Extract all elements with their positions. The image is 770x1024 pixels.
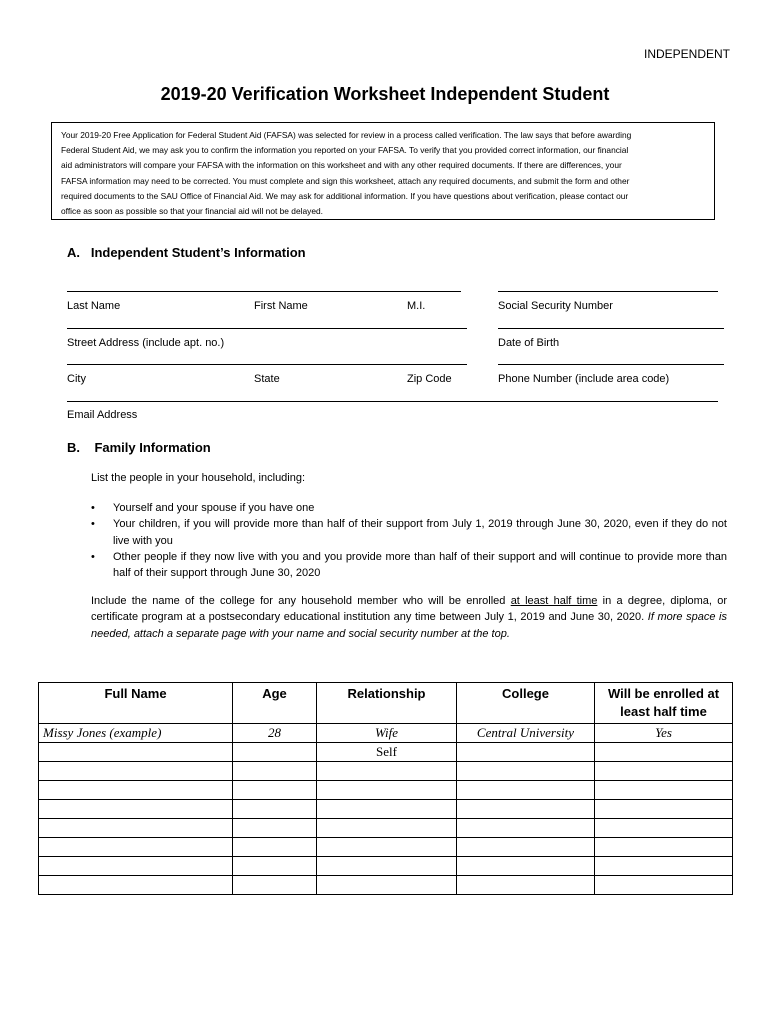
- table-cell-relationship[interactable]: [317, 876, 457, 895]
- table-cell-relationship[interactable]: [317, 781, 457, 800]
- table-cell-college[interactable]: [457, 819, 595, 838]
- phone-fill-line[interactable]: [498, 364, 724, 365]
- table-cell-half-time[interactable]: [595, 876, 733, 895]
- relationship-header: Relationship: [317, 683, 457, 724]
- half-time-emphasis: at least half time: [510, 595, 598, 607]
- table-cell-college[interactable]: [457, 838, 595, 857]
- bullet-text: Other people if they now live with you and you provide more than half of their support and will continue to provide more than half of their support through June 30, 2020: [113, 550, 727, 580]
- table-cell-name[interactable]: Missy Jones (example): [39, 724, 233, 743]
- intro-line: Your 2019-20 Free Application for Federal Student Aid (FAFSA) was selected for review in a process called verification. The law says that before awarding: [61, 130, 632, 140]
- table-cell-age[interactable]: [233, 800, 317, 819]
- table-cell-half-time[interactable]: [595, 743, 733, 762]
- table-cell-college[interactable]: [457, 857, 595, 876]
- table-cell-name[interactable]: [39, 857, 233, 876]
- household-list-intro: List the people in your household, including:: [91, 472, 306, 484]
- table-cell-name[interactable]: [39, 800, 233, 819]
- table-cell-relationship[interactable]: [317, 762, 457, 781]
- mi-label: M.I.: [407, 300, 426, 312]
- section-a-heading: A. Independent Student’s Information: [67, 245, 306, 260]
- document-type-label: INDEPENDENT: [644, 47, 731, 61]
- table-cell-half-time[interactable]: [595, 762, 733, 781]
- table-cell-relationship[interactable]: Wife: [317, 724, 457, 743]
- intro-notice-box: [51, 122, 715, 220]
- table-row: [39, 819, 733, 838]
- table-cell-relationship[interactable]: [317, 838, 457, 857]
- bullet-text: Yourself and your spouse if you have one: [113, 502, 315, 514]
- table-cell-half-time[interactable]: [595, 857, 733, 876]
- table-cell-relationship[interactable]: [317, 800, 457, 819]
- table-cell-name[interactable]: [39, 876, 233, 895]
- table-row: [39, 857, 733, 876]
- table-cell-name[interactable]: [39, 743, 233, 762]
- ssn-fill-line[interactable]: [498, 291, 718, 292]
- table-row: [39, 838, 733, 857]
- email-label: Email Address: [67, 409, 138, 421]
- table-cell-age[interactable]: 28: [233, 724, 317, 743]
- table-cell-college[interactable]: [457, 743, 595, 762]
- table-cell-name[interactable]: [39, 762, 233, 781]
- table-cell-relationship[interactable]: [317, 857, 457, 876]
- college-instructions: [91, 593, 727, 642]
- table-cell-half-time[interactable]: Yes: [595, 724, 733, 743]
- intro-line: Federal Student Aid, we may ask you to confirm the information you reported on your FAFSA. To verify that you provided correct information, our financial: [61, 145, 629, 156]
- bullet-icon: •: [91, 502, 95, 514]
- table-cell-age[interactable]: [233, 819, 317, 838]
- table-cell-age[interactable]: [233, 781, 317, 800]
- page-title: 2019-20 Verification Worksheet Independent Student: [160, 84, 610, 104]
- bullet-icon: •: [91, 550, 95, 563]
- phone-label: Phone Number (include area code): [498, 373, 670, 385]
- city-fill-line[interactable]: [67, 364, 467, 365]
- bullet-text: Your children, if you will provide more than half of their support from July 1, 2019 through June 30, 2020, even if they do not live with you: [113, 518, 727, 547]
- last-name-label: Last Name: [67, 300, 121, 312]
- family-table: [38, 682, 733, 895]
- table-row: [39, 724, 733, 743]
- table-cell-college[interactable]: [457, 800, 595, 819]
- table-cell-age[interactable]: [233, 762, 317, 781]
- state-label: State: [254, 373, 280, 385]
- table-cell-college[interactable]: [457, 876, 595, 895]
- name-fill-line[interactable]: [67, 291, 461, 292]
- table-cell-age[interactable]: [233, 857, 317, 876]
- table-row: [39, 762, 733, 781]
- first-name-label: First Name: [254, 300, 308, 312]
- table-cell-relationship[interactable]: [317, 819, 457, 838]
- college-note-text: Include the name of the college for any household member who will be enrolled: [91, 595, 511, 607]
- table-row: [39, 781, 733, 800]
- household-bullet-list: [91, 500, 727, 581]
- half-time-header: Will be enrolled at least half time: [595, 683, 733, 724]
- intro-line: office as soon as possible so that your financial aid will not be delayed.: [61, 206, 323, 217]
- table-cell-name[interactable]: [39, 819, 233, 838]
- college-header: College: [457, 683, 595, 724]
- dob-label: Date of Birth: [498, 337, 560, 349]
- ssn-label: Social Security Number: [498, 300, 613, 312]
- table-cell-half-time[interactable]: [595, 819, 733, 838]
- table-cell-name[interactable]: [39, 781, 233, 800]
- table-cell-age[interactable]: [233, 838, 317, 857]
- dob-fill-line[interactable]: [498, 328, 724, 329]
- table-cell-college[interactable]: [457, 762, 595, 781]
- street-fill-line[interactable]: [67, 328, 467, 329]
- intro-line: required documents to the SAU Office of Financial Aid. We may ask for additional information. If you have questions about verification, please contact our: [61, 190, 629, 201]
- zip-label: Zip Code: [407, 373, 452, 385]
- extra-space-note: If more space is needed, attach a separate page with your name and social security number at the top.: [91, 611, 727, 640]
- table-cell-half-time[interactable]: [595, 800, 733, 819]
- table-cell-half-time[interactable]: [595, 781, 733, 800]
- section-b-heading: B. Family Information: [67, 440, 211, 455]
- list-item: [91, 516, 727, 549]
- table-cell-age[interactable]: [233, 876, 317, 895]
- table-cell-college[interactable]: Central University: [457, 724, 595, 743]
- list-item: [91, 500, 727, 516]
- age-header: Age: [233, 683, 317, 724]
- list-item: [91, 549, 727, 582]
- table-row: [39, 876, 733, 895]
- table-cell-half-time[interactable]: [595, 838, 733, 857]
- table-row: [39, 800, 733, 819]
- bullet-icon: •: [91, 518, 95, 531]
- street-label: Street Address (include apt. no.): [67, 337, 225, 349]
- college-note-text-2: in a degree, diploma, or certificate program at a postsecondary educational institution any time between July 1, 2019 and June 30, 2020.: [91, 595, 728, 624]
- full-name-header: Full Name: [39, 683, 233, 724]
- email-fill-line[interactable]: [67, 401, 718, 402]
- table-header-row: [39, 683, 733, 724]
- table-cell-name[interactable]: [39, 838, 233, 857]
- intro-line: aid administrators will compare your FAFSA with the information on this worksheet and with any other required documents. If there are differences, your: [61, 160, 622, 171]
- intro-line: FAFSA information may need to be corrected. You must complete and sign this worksheet, attach any required documents, and submit the form and other: [61, 175, 630, 186]
- table-cell-age[interactable]: [233, 743, 317, 762]
- table-cell-relationship[interactable]: Self: [317, 743, 457, 762]
- city-label: City: [67, 373, 86, 385]
- table-row: [39, 743, 733, 762]
- table-cell-college[interactable]: [457, 781, 595, 800]
